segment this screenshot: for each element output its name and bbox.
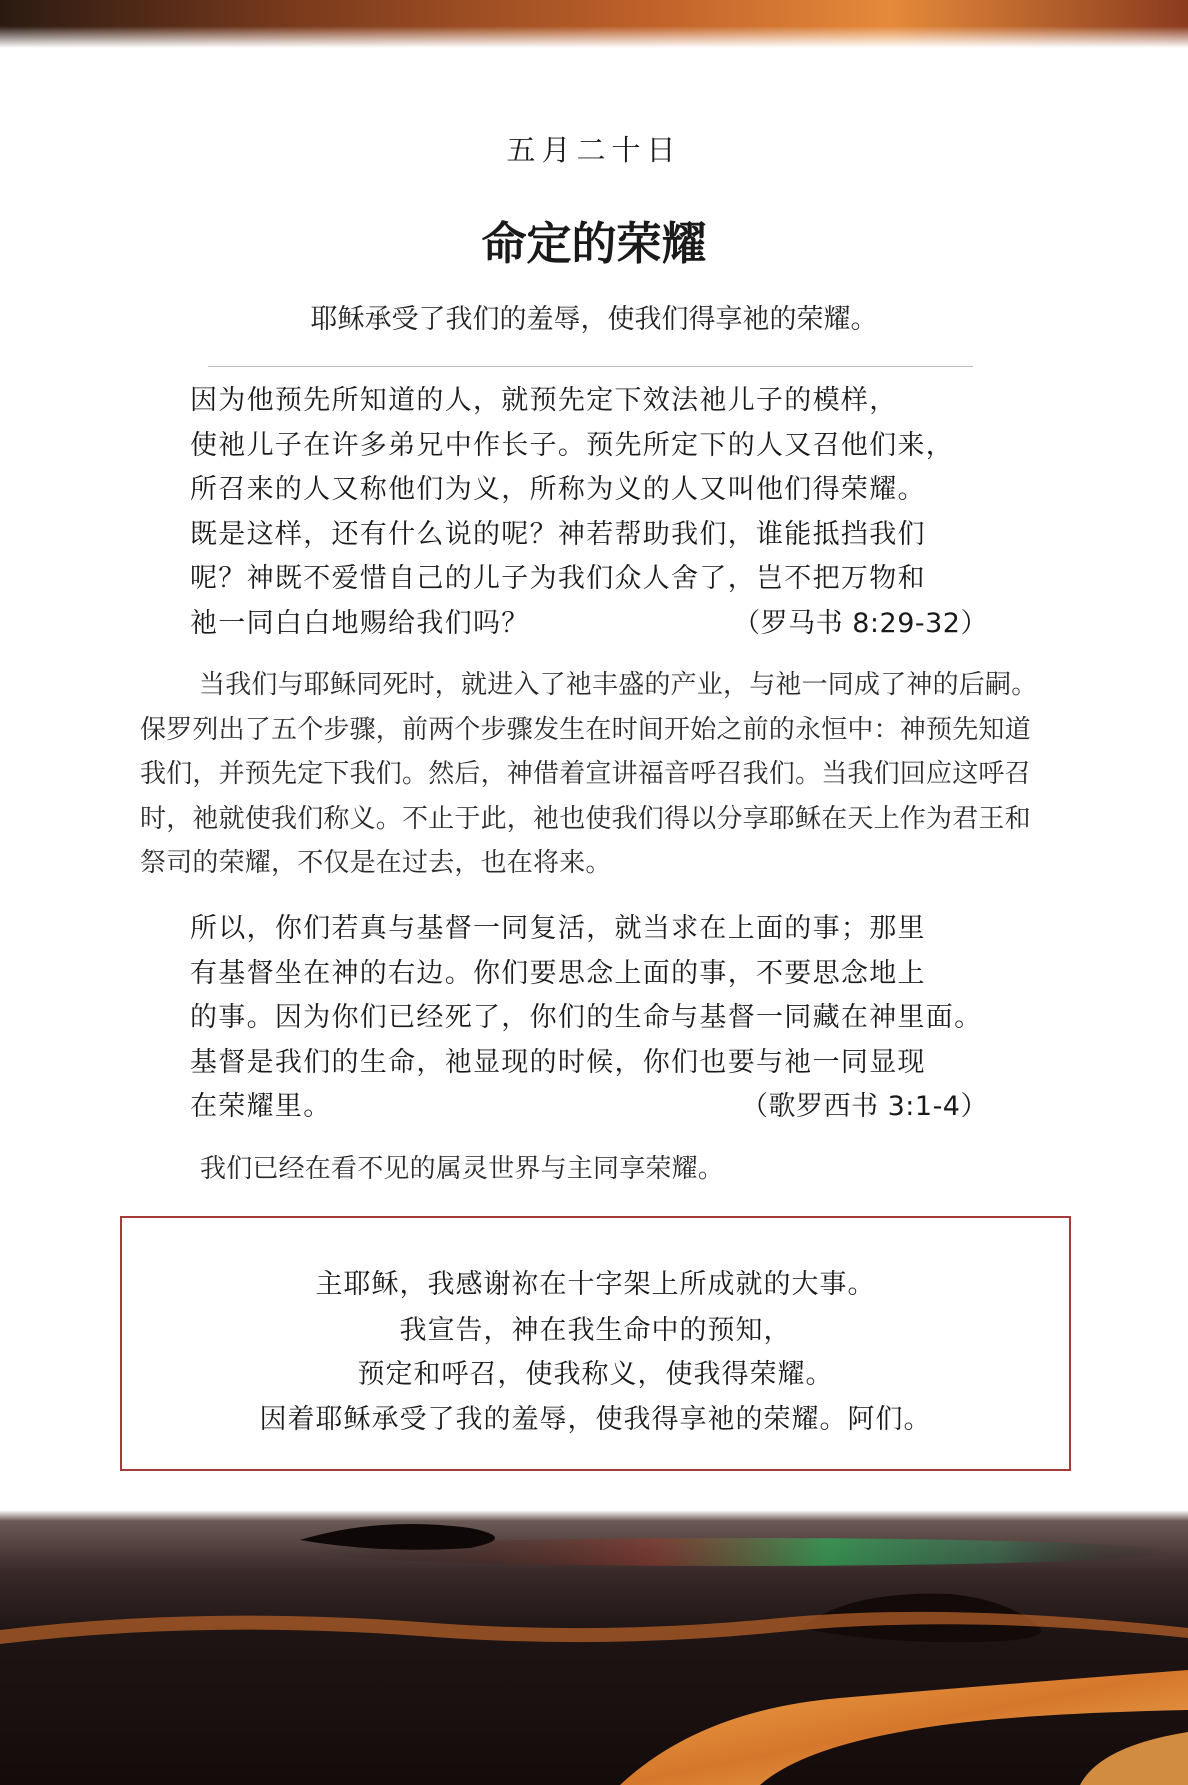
scripture-line: 基督是我们的生命，祂显现的时候，你们也要与祂一同显现 [190, 1046, 926, 1078]
prayer-box [120, 1216, 1071, 1471]
sunset-landscape-image [0, 1510, 1188, 1785]
scripture-line: 祂一同白白地赐给我们吗？ [190, 607, 530, 639]
page-title: 命定的荣耀 [481, 217, 707, 270]
scripture-passage-2 [190, 907, 990, 1130]
scripture-line: 在荣耀里。 [190, 1091, 332, 1122]
scripture-line: 所召来的人又称他们为义，所称为义的人又叫他们得荣耀。 [190, 474, 926, 505]
divider [208, 366, 973, 367]
page-date: 五月二十日 [506, 133, 682, 167]
scripture-reference: （罗马书 8:29-32） [733, 607, 988, 639]
prayer-line: 预定和呼召，使我称义，使我得荣耀。 [357, 1359, 834, 1390]
prayer-line: 主耶稣，我感谢祢在十字架上所成就的大事。 [315, 1269, 876, 1300]
page-subtitle: 耶稣承受了我们的羞辱，使我们得享祂的荣耀。 [310, 304, 878, 335]
commentary-closing: 我们已经在看不见的属灵世界与主同享荣耀。 [200, 1154, 725, 1184]
scripture-line: 的事。因为你们已经死了，你们的生命与基督一同藏在神里面。 [190, 1002, 983, 1033]
scripture-line-last [190, 602, 990, 647]
scripture-reference: （歌罗西书 3:1-4） [741, 1091, 988, 1122]
scripture-line: 有基督坐在神的右边。你们要思念上面的事，不要思念地上 [190, 957, 926, 989]
commentary-paragraph: 当我们与耶稣同死时，就进入了祂丰盛的产业，与祂一同成了神的后嗣。保罗列出了五个步骤，前两个步骤发生在时间开始之前的永恒中：神预先知道我们，并预先定下我们。然后，神借着宣讲福音呼召我们。当我们回应这呼召时，祂就使我们称义。不止于此，祂也使我们得以分享耶稣在天上作为君王和祭司的荣耀，不仅是在过去，也在将来。 [140, 670, 1038, 878]
prayer-line: 我宣告，神在我生命中的预知， [399, 1315, 792, 1346]
prayer-line: 因着耶稣承受了我的羞辱，使我得享祂的荣耀。阿们。 [259, 1404, 932, 1435]
scripture-passage-1 [190, 379, 990, 646]
scripture-line: 使祂儿子在许多弟兄中作长子。预先所定下的人又召他们来， [190, 429, 955, 461]
scripture-line: 呢？神既不爱惜自己的儿子为我们众人舍了，岂不把万物和 [190, 563, 926, 594]
scripture-line: 既是这样，还有什么说的呢？神若帮助我们，谁能抵挡我们 [190, 518, 926, 550]
top-sunset-band [0, 0, 1188, 48]
scripture-line: 所以，你们若真与基督一同复活，就当求在上面的事；那里 [190, 913, 926, 944]
scripture-line-last [190, 1085, 990, 1130]
scripture-line: 因为他预先所知道的人，就预先定下效法祂儿子的模样， [190, 385, 898, 416]
